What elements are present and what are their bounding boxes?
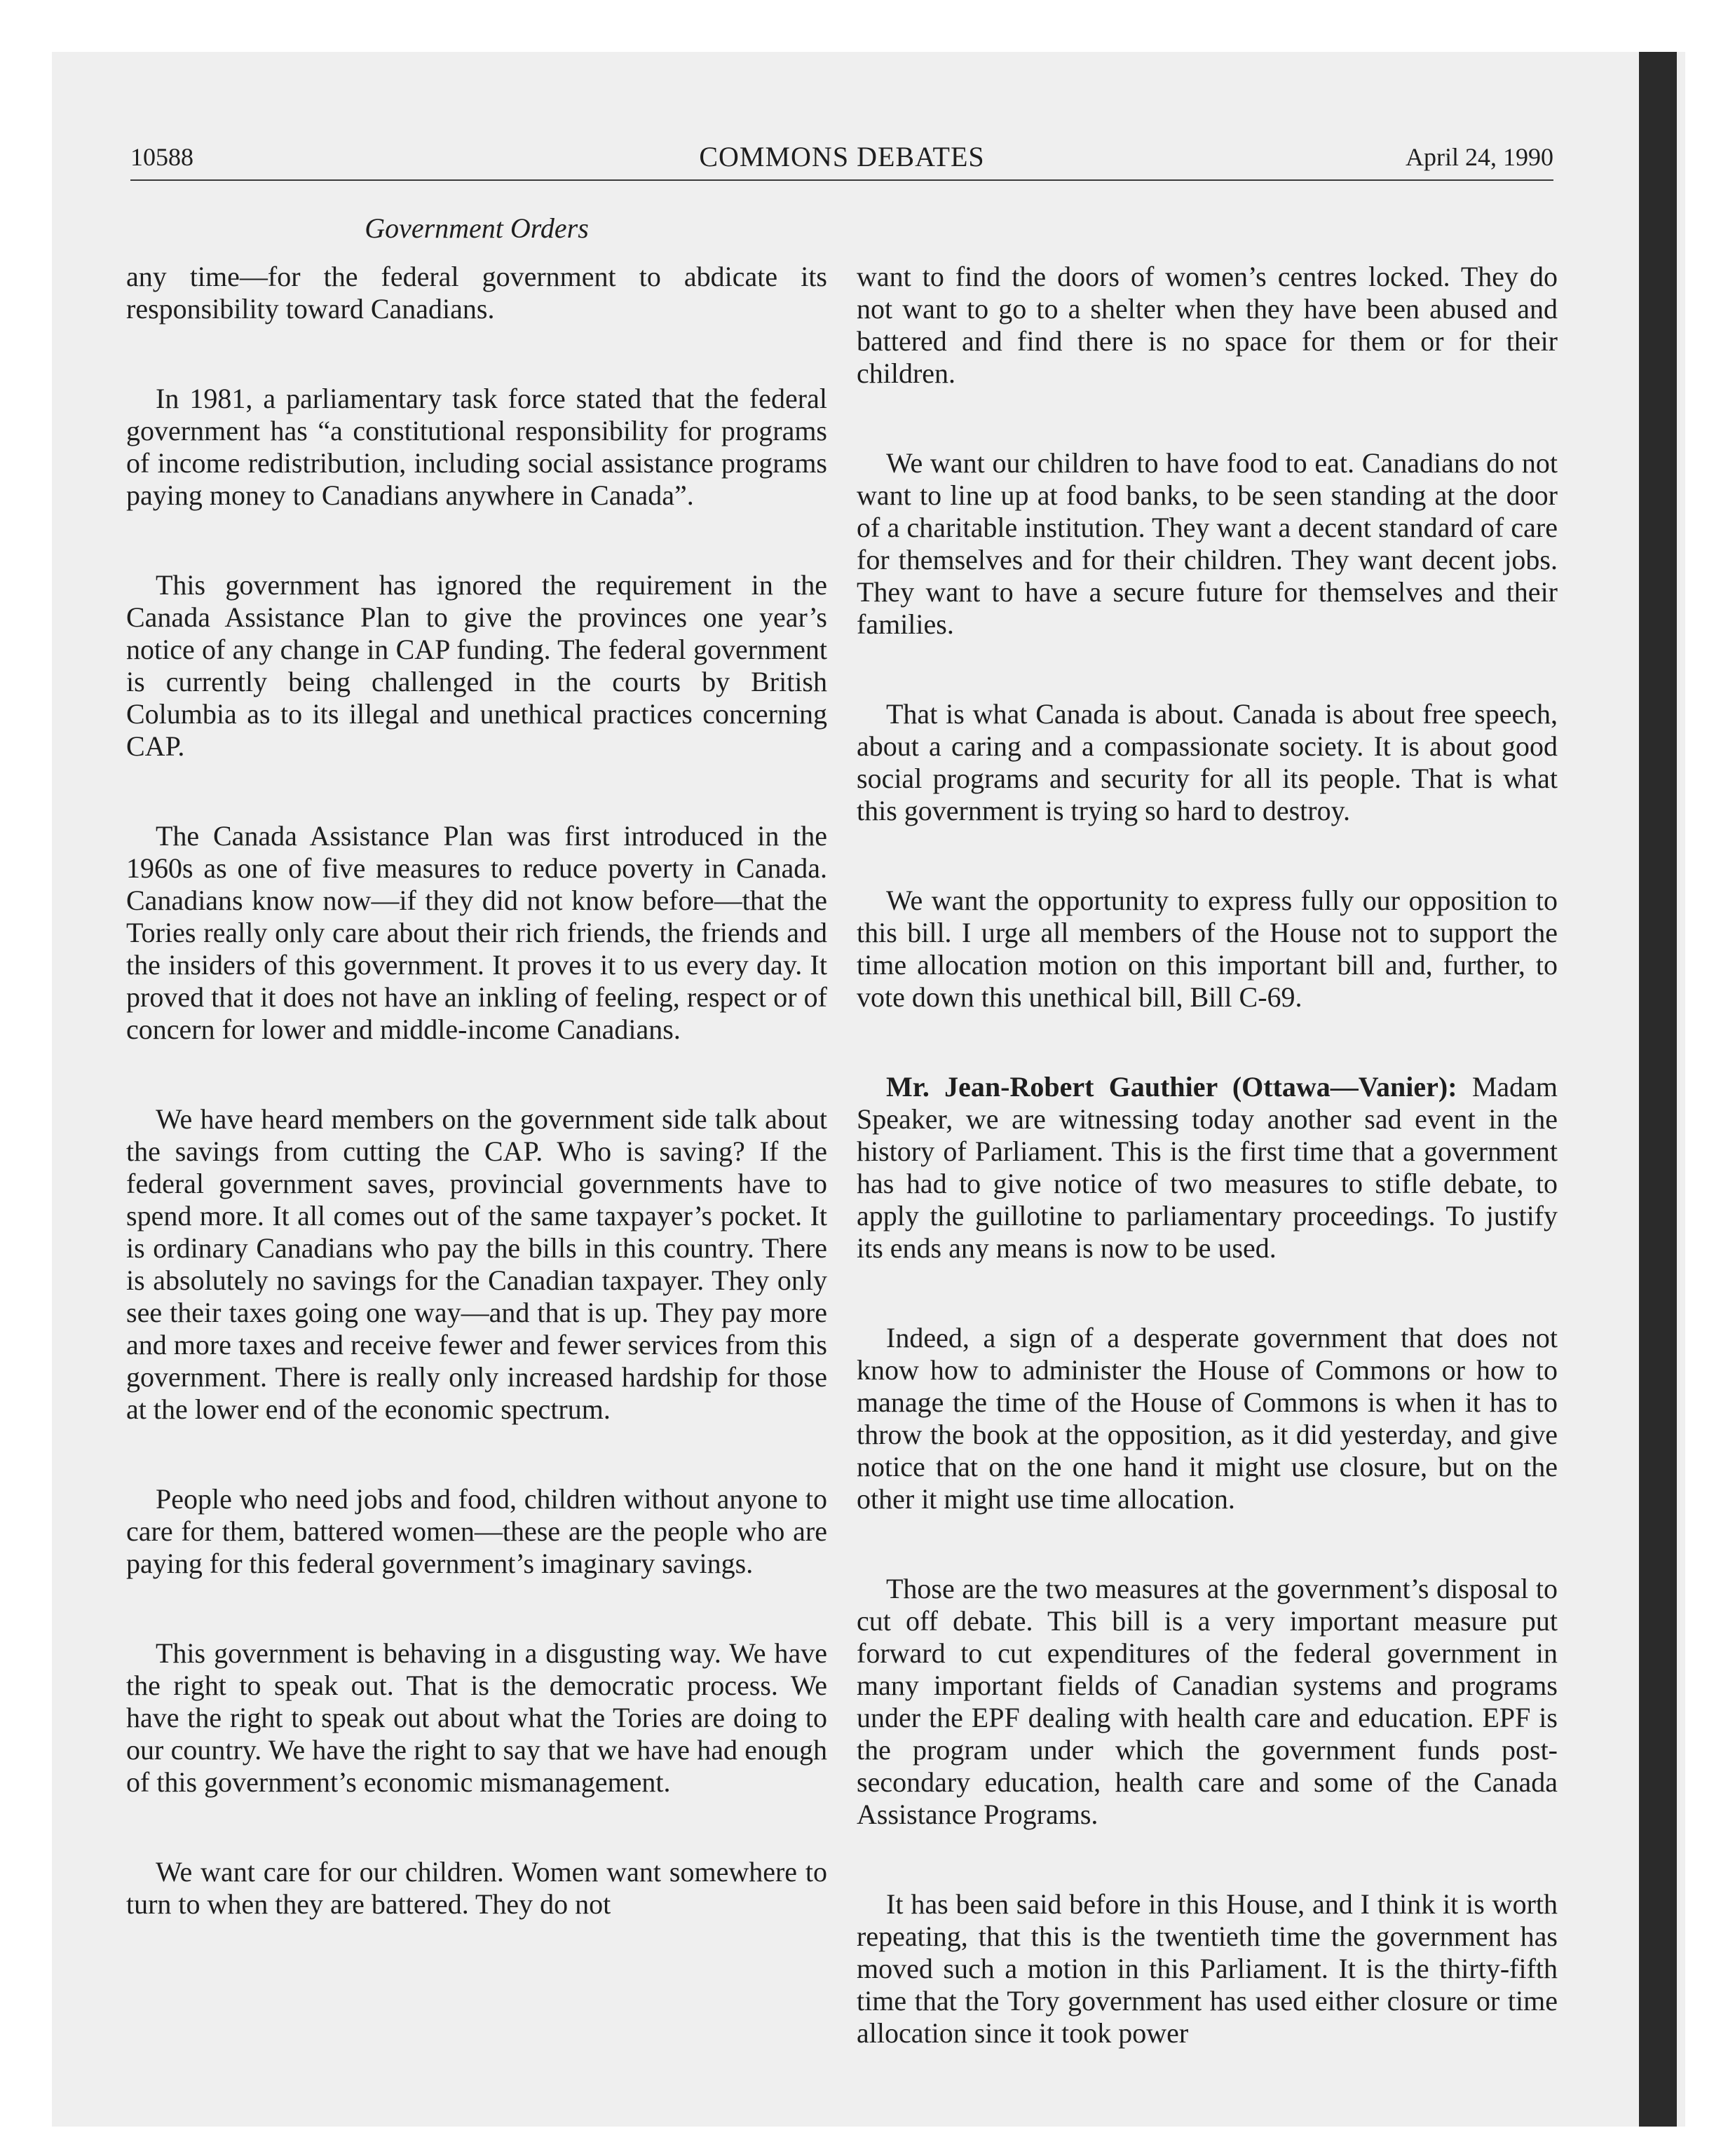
paragraph: We want the opportunity to express fully our opposition to this bill. I urge all members of the House not to support the time allocation motion on this important bill and, further, to vote down this unethical bill, Bill C-69. [857, 885, 1558, 1013]
paragraph: any time—for the federal government to abdicate its responsibility toward Canadians. [126, 261, 827, 325]
paragraph: We want care for our children. Women want somewhere to turn to when they are battered. They do not [126, 1856, 827, 1920]
left-column [126, 261, 827, 1978]
speech-opening-paragraph [857, 1071, 1558, 1264]
speaker-name: Mr. Jean-Robert Gauthier (Ottawa—Vanier): [886, 1071, 1457, 1103]
paragraph: This government is behaving in a disgusting way. We have the right to speak out. That is the democratic process. We have the right to speak out about what the Tories are doing to our country. We have the right to say that we have had enough of this government’s economic mismanagement. [126, 1637, 827, 1798]
paragraph: Indeed, a sign of a desperate government that does not know how to administer the House of Commons or how to manage the time of the House of Commons is when it has to throw the book at the opposition, as it did yesterday, and give notice that on the one hand it might use closure, but on the other it might use time allocation. [857, 1322, 1558, 1515]
journal-title: COMMONS DEBATES [699, 141, 985, 172]
paragraph: want to find the doors of women’s centres locked. They do not want to go to a shelter when they have been abused and battered and find there is no space for them or for their children. [857, 261, 1558, 389]
speech-opening-text: Madam Speaker, we are witnessing today another sad event in the history of Parliament. This is the first time that a government has had to give notice of two measures to stifle debate, to apply the guillotine to parliamentary proceedings. To justify its ends any means is now to be used. [857, 1071, 1558, 1264]
scan-edge-shadow [1639, 52, 1677, 2127]
paragraph: Those are the two measures at the government’s disposal to cut off debate. This bill is a very important measure put forward to cut expenditures of the federal government in many important fields of Canadian systems and programs under the EPF dealing with health care and education. EPF is the program under which the government funds post-secondary education, health care and some of the Canada Assistance Programs. [857, 1573, 1558, 1830]
section-title: Government Orders [365, 212, 589, 244]
paragraph: That is what Canada is about. Canada is about free speech, about a caring and a compassionate society. It is about good social programs and security for all its people. That is what this government is trying so hard to destroy. [857, 698, 1558, 826]
running-head [130, 136, 1553, 178]
page-number: 10588 [130, 143, 193, 171]
paragraph: We want our children to have food to eat. Canadians do not want to line up at food banks, to be seen standing at the door of a charitable institution. They want a decent standard of care for themselves and for their children. They want decent jobs. They want to have a secure future for themselves and their families. [857, 447, 1558, 640]
right-column [857, 261, 1558, 2107]
paragraph: The Canada Assistance Plan was first introduced in the 1960s as one of five measures to reduce poverty in Canada. Canadians know now—if they did not know before—that the Tories really only care about their rich friends, the friends and the insiders of this government. It proves it to us every day. It proved that it does not have an inkling of feeling, respect or of concern for lower and middle-income Canadians. [126, 820, 827, 1045]
publication-date: April 24, 1990 [1406, 143, 1553, 171]
paragraph: People who need jobs and food, children without anyone to care for them, battered women—these are the people who are paying for this federal government’s imaginary savings. [126, 1483, 827, 1579]
paragraph: We have heard members on the government side talk about the savings from cutting the CAP. Who is saving? If the federal government saves, provincial governments have to spend more. It all comes out of the same taxpayer’s pocket. It is ordinary Canadians who pay the bills in this country. There is absolutely no savings for the Canadian taxpayer. They only see their taxes going one way—and that is up. They pay more and more taxes and receive fewer and fewer services from this government. There is really only increased hardship for those at the lower end of the economic spectrum. [126, 1103, 827, 1425]
paragraph: In 1981, a parliamentary task force stated that the federal government has “a constitutional responsibility for programs of income redistribution, including social assistance programs paying money to Canadians anywhere in Canada”. [126, 383, 827, 511]
header-rule [130, 179, 1553, 181]
paragraph: It has been said before in this House, and I think it is worth repeating, that this is the twentieth time the government has moved such a motion in this Parliament. It is the thirty-fifth time that the Tory government has used either closure or time allocation since it took power [857, 1888, 1558, 2049]
paragraph: This government has ignored the requirement in the Canada Assistance Plan to give the provinces one year’s notice of any change in CAP funding. The federal government is currently being challenged in the courts by British Columbia as to its illegal and unethical practices concerning CAP. [126, 569, 827, 762]
